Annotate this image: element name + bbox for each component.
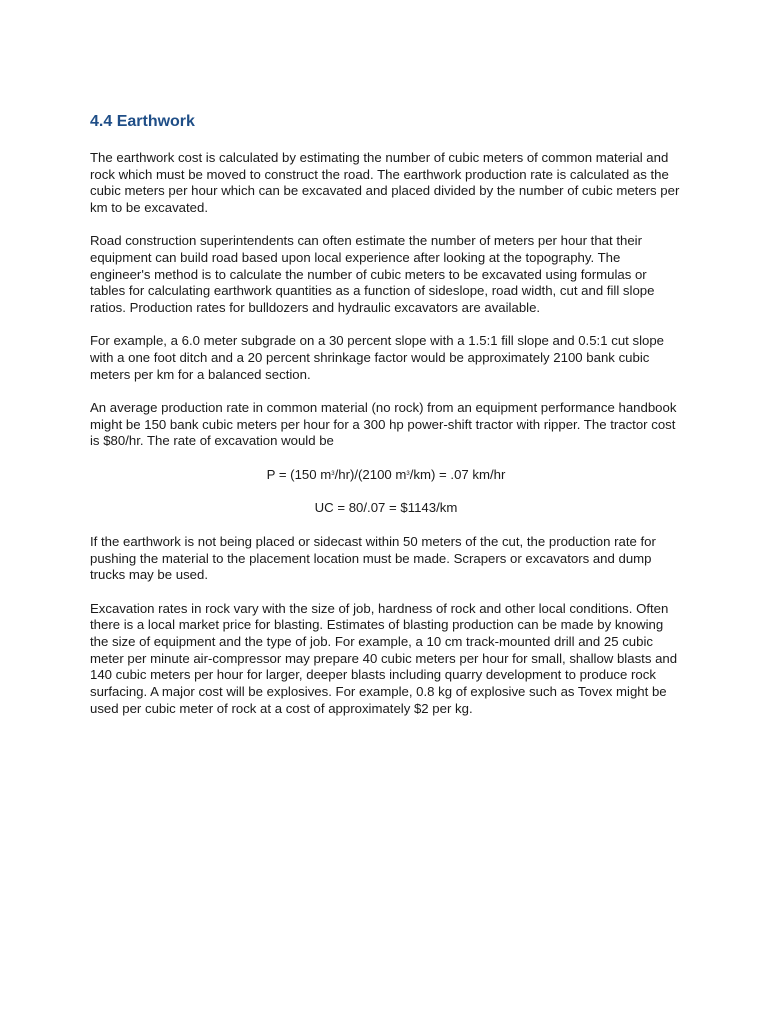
equation-1-sup-a: 3 bbox=[331, 470, 335, 477]
equation-1-part-c: /km) = .07 km/hr bbox=[409, 466, 506, 482]
paragraph-example-subgrade: For example, a 6.0 meter subgrade on a 30 percent slope with a 1.5:1 fill slope and 0.5:1 cut slope with a one foot ditch and a 20 percent shrinkage factor would be approximately 2100 bank cubic meters per km for a balanced section. bbox=[90, 333, 665, 382]
equation-1-sup-b: 3 bbox=[406, 470, 410, 477]
paragraph-superintendents: Road construction superintendents can often estimate the number of meters per hour that their equipment can build road based upon local experience after looking at the topography. The engineer's method is to calculate the number of cubic meters to be excavated using formulas or tables for calculating earthwork quantities as a function of sideslope, road width, cut and fill slope ratios. Production rates for bulldozers and hydraulic excavators are available. bbox=[90, 233, 655, 316]
paragraph-placement: If the earthwork is not being placed or sidecast within 50 meters of the cut, the production rate for pushing the material to the placement location must be made. Scrapers or excavators and dump trucks may be used. bbox=[90, 533, 656, 583]
equation-production-rate bbox=[90, 467, 682, 484]
paragraph-earthwork-cost: The earthwork cost is calculated by estimating the number of cubic meters of common material and rock which must be moved to construct the road. The earthwork production rate is calculated as the cubic meters per hour which can be excavated and placed divided by the number of cubic meters per km to be excavated. bbox=[90, 150, 680, 216]
section-heading: 4.4 Earthwork bbox=[90, 113, 195, 130]
document-page bbox=[90, 112, 682, 734]
paragraph-rock-excavation: Excavation rates in rock vary with the size of job, hardness of rock and other local conditions. Often there is a local market price for blasting. Estimates of blasting production can be made by knowing the size of equipment and the type of job. For example, a 10 cm track-mounted drill and 25 cubic meter per minute air-compressor may prepare 40 cubic meters per hour for small, shallow blasts and 140 cubic meters per hour for larger, deeper blasts including quarry development to produce rock surfacing. A major cost will be explosives. For example, 0.8 kg of explosive such as Tovex might be used per cubic meter of rock at a cost of approximately $2 per kg. bbox=[90, 600, 678, 716]
equation-unit-cost: UC = 80/.07 = $1143/km bbox=[314, 500, 458, 516]
paragraph-production-rate: An average production rate in common material (no rock) from an equipment performance handbook might be 150 bank cubic meters per hour for a 300 hp power-shift tractor with ripper. The tractor cost is $80/hr. The rate of excavation would be bbox=[90, 399, 677, 449]
equation-1-part-a: P = (150 m bbox=[266, 466, 332, 482]
equation-1-part-b: /hr)/(2100 m bbox=[334, 466, 407, 482]
